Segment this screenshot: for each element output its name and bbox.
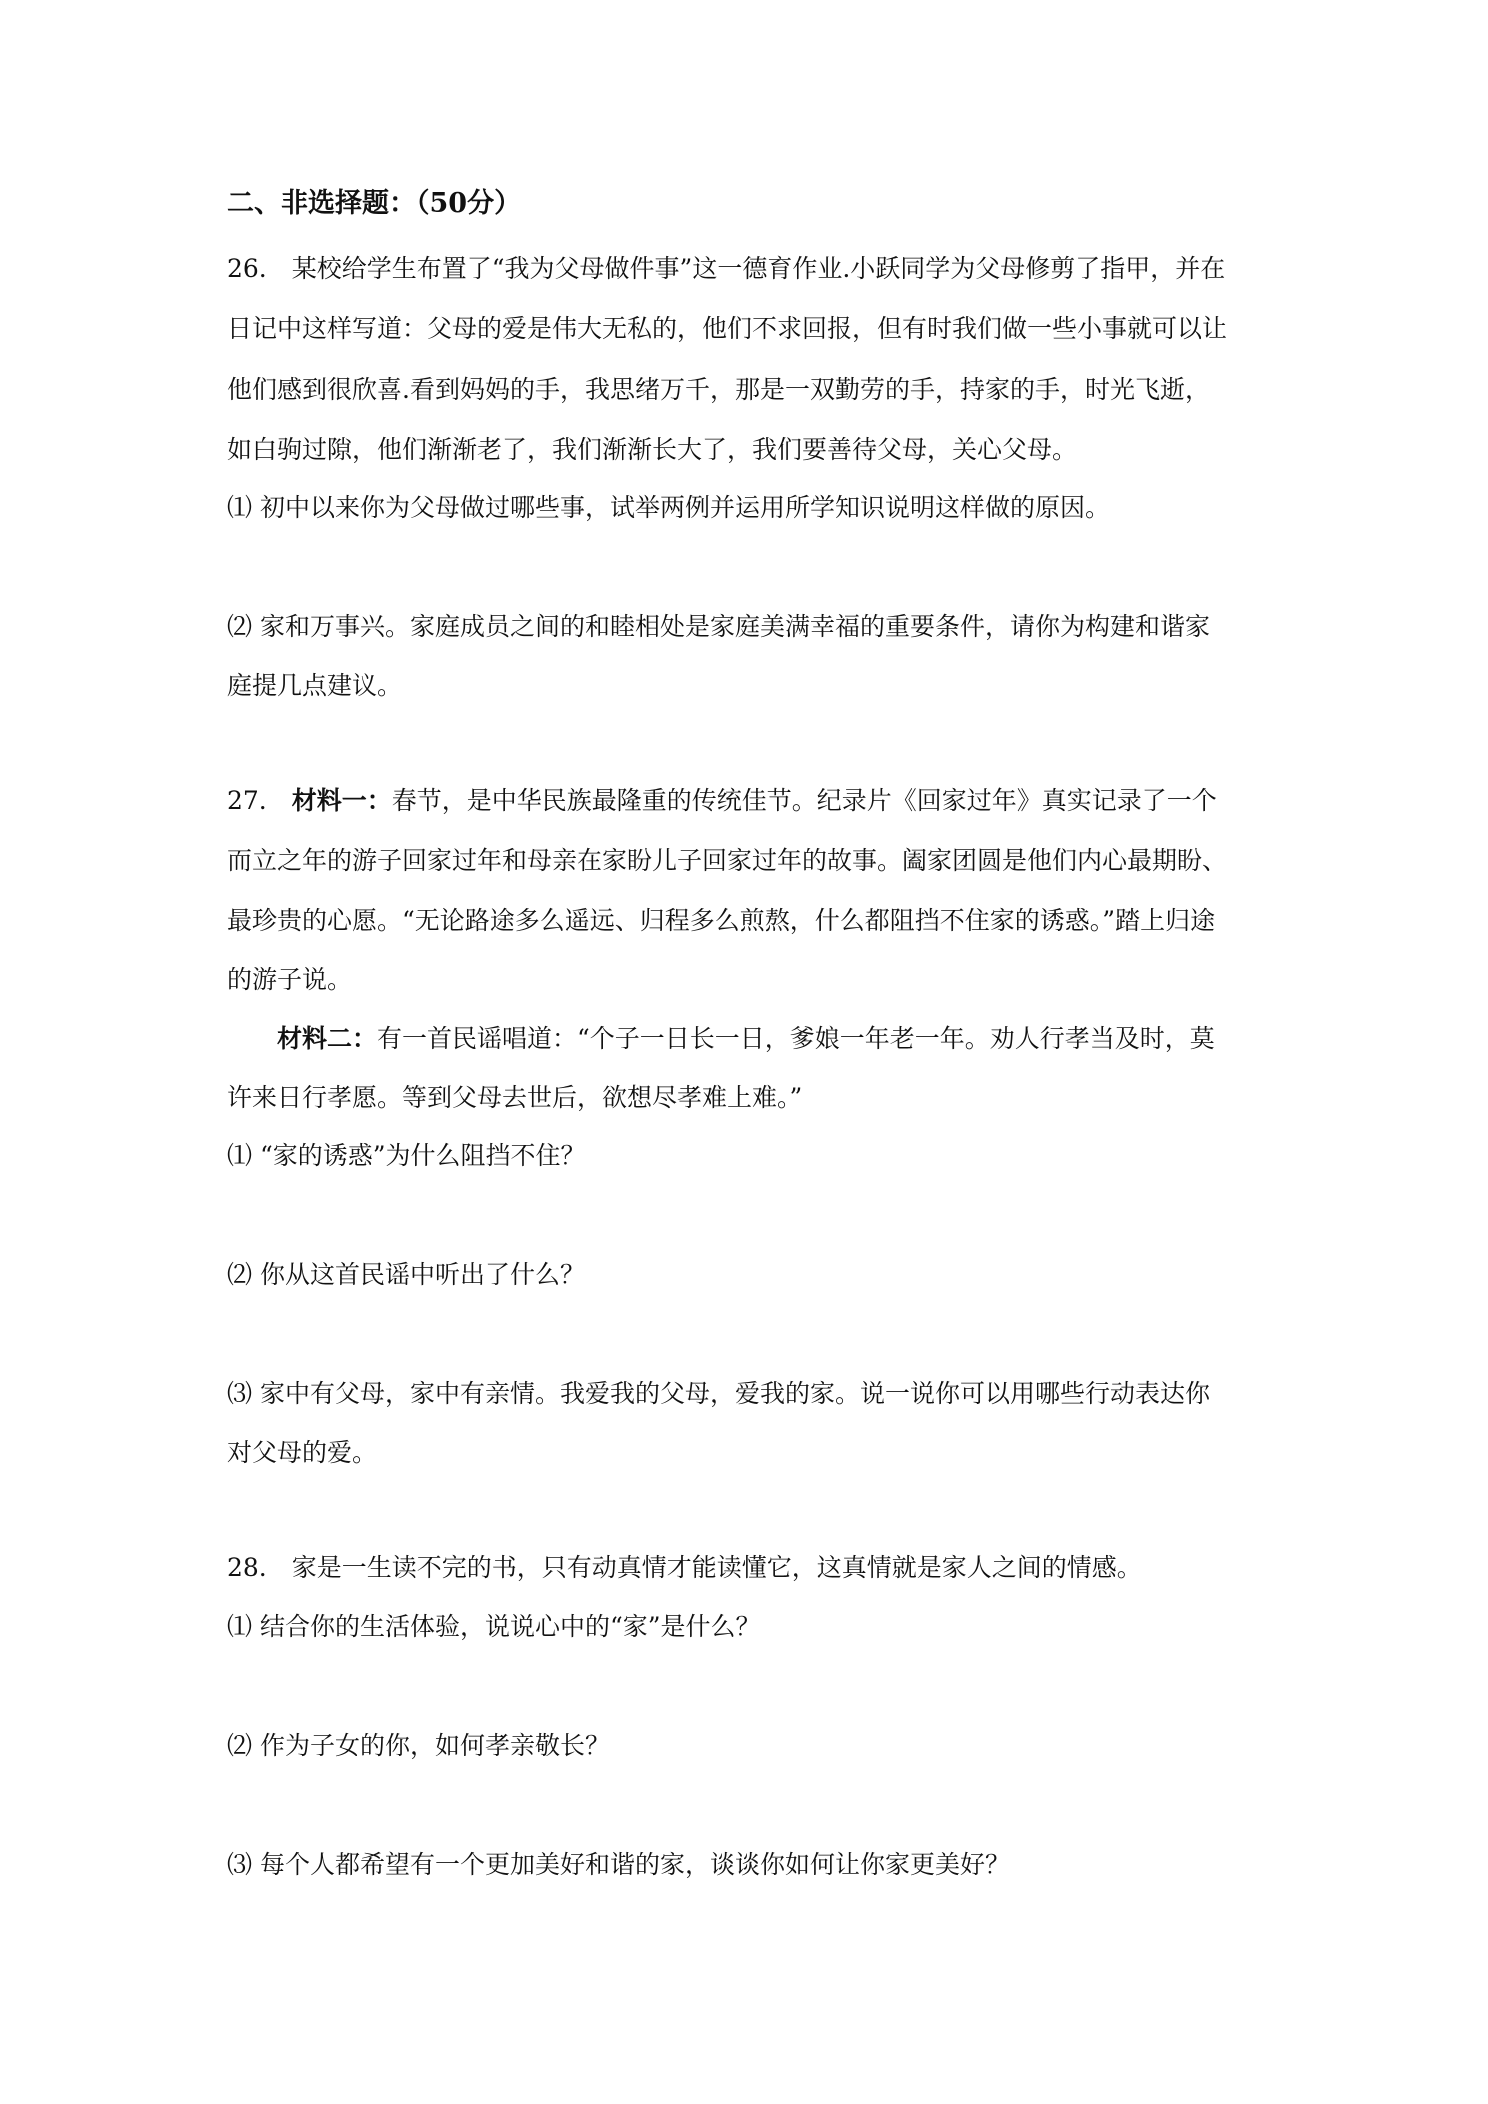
q26-sub-question-1: ⑴ 初中以来你为父母做过哪些事，试举两例并运用所学知识说明这样做的原因。 (227, 493, 1110, 522)
q28-sub-question-2: ⑵ 作为子女的你，如何孝亲敬长？ (227, 1731, 610, 1760)
q27-material-1-line-2: 而立之年的游子回家过年和母亲在家盼儿子回家过年的故事。阖家团圆是他们内心最期盼、 (227, 846, 1228, 875)
q27-material-1-line-4: 的游子说。 (227, 965, 353, 994)
q27-sub-question-2: ⑵ 你从这首民谣中听出了什么？ (227, 1260, 585, 1289)
q27-material-1-text: 春节，是中华民族最隆重的传统佳节。纪录片《回家过年》真实记录了一个 (391, 786, 1217, 815)
q27-sub-question-1: ⑴ “家的诱惑”为什么阻挡不住？ (227, 1141, 586, 1170)
q27-material-1-line-1 (227, 786, 1217, 816)
q27-material-2-line-2: 许来日行孝愿。等到父母去世后，欲想尽孝难上难。” (227, 1083, 803, 1112)
q26-stem-line-2: 日记中这样写道：父母的爱是伟大无私的，他们不求回报，但有时我们做一些小事就可以让 (227, 314, 1228, 343)
q27-material-1-line-3: 最珍贵的心愿。“无论路途多么遥远、归程多么煎熬，什么都阻挡不住家的诱惑。”踏上归途 (227, 906, 1216, 935)
q27-material-2-label: 材料二： (277, 1024, 378, 1053)
q27-material-2-text: 有一首民谣唱道：“个子一日长一日，爹娘一年老一年。劝人行孝当及时，莫 (377, 1024, 1215, 1053)
q28-sub-question-1: ⑴ 结合你的生活体验，说说心中的“家”是什么？ (227, 1612, 761, 1641)
q26-stem-line-4: 如白驹过隙，他们渐渐老了，我们渐渐长大了，我们要善待父母，关心父母。 (227, 435, 1078, 464)
q26-sub-question-2-line-2: 庭提几点建议。 (227, 671, 403, 700)
q27-material-2-line-1 (277, 1024, 1215, 1054)
q26-sub-question-2-line-1: ⑵ 家和万事兴。家庭成员之间的和睦相处是家庭美满幸福的重要条件，请你为构建和谐家 (227, 612, 1210, 641)
q27-sub-question-3-line-2: 对父母的爱。 (227, 1438, 378, 1467)
q27-sub-question-3-line-1: ⑶ 家中有父母，家中有亲情。我爱我的父母，爱我的家。说一说你可以用哪些行动表达你 (227, 1379, 1210, 1408)
q27-material-1-label: 材料一： (291, 786, 392, 815)
q26-stem-line-1: 26. 某校给学生布置了“我为父母做件事”这一德育作业.小跃同学为父母修剪了指甲，并在 (227, 254, 1226, 283)
section-title: 二、非选择题：（50分） (227, 188, 522, 219)
q28-sub-question-3: ⑶ 每个人都希望有一个更加美好和谐的家，谈谈你如何让你家更美好？ (227, 1850, 1010, 1879)
q28-stem: 28. 家是一生读不完的书，只有动真情才能读懂它，这真情就是家人之间的情感。 (227, 1553, 1142, 1582)
q27-number: 27. (227, 786, 292, 815)
q26-stem-line-3: 他们感到很欣喜.看到妈妈的手，我思绪万千，那是一双勤劳的手，持家的手，时光飞逝， (227, 375, 1210, 404)
